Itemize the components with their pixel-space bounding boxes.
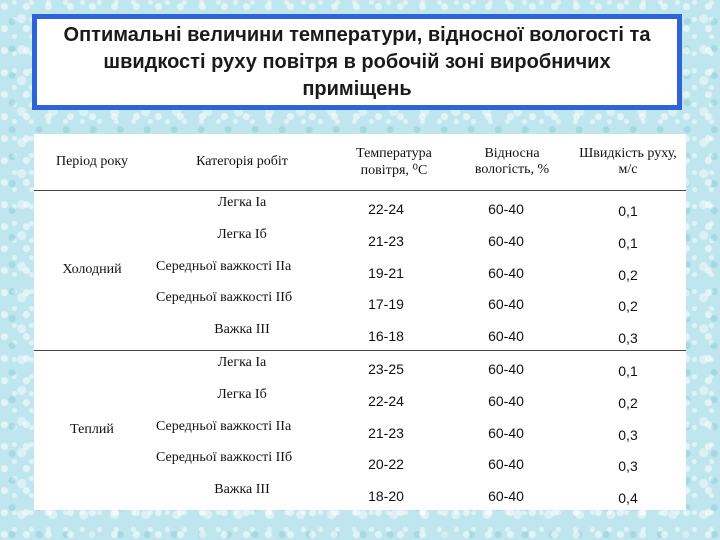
category-cell: Середньої важкості IIб <box>156 290 293 306</box>
category-cell: Середньої важкості IIб <box>156 450 293 466</box>
category-cell: Легка Іа <box>217 195 267 210</box>
temperature-cell: 22-24 <box>368 201 404 217</box>
category-cell: Важка III <box>214 482 270 498</box>
table-header-row <box>34 134 686 191</box>
humidity-cell: 60-40 <box>488 456 524 473</box>
temperature-cell: 21-23 <box>368 232 404 249</box>
header-speed: Швидкість руху, м/с <box>579 146 677 177</box>
microclimate-table <box>34 134 686 510</box>
speed-cell: 0,1 <box>618 234 638 251</box>
temperature-cell: 22-24 <box>368 392 404 409</box>
header-period: Період року <box>55 154 129 169</box>
temperature-cell: 20-22 <box>368 456 404 473</box>
speed-cell: 0,1 <box>618 203 638 219</box>
humidity-cell: 60-40 <box>488 328 524 345</box>
humidity-cell: 60-40 <box>488 201 524 217</box>
category-cell: Середньої важкості IIа <box>156 418 292 434</box>
category-cell: Важка III <box>214 322 270 338</box>
category-cell: Легка Іб <box>217 386 267 402</box>
slide-title: Оптимальні величини температури, відносної вологості та швидкості руху повітря в робочій зоні виробничих приміщень <box>63 23 651 100</box>
header-temperature: Температура повітря, ⁰С <box>356 145 432 178</box>
slide-title-box <box>32 14 682 110</box>
header-category: Категорія робіт <box>196 154 288 169</box>
humidity-cell: 60-40 <box>488 296 524 313</box>
humidity-cell: 60-40 <box>488 360 524 377</box>
humidity-cell: 60-40 <box>488 392 524 409</box>
speed-cell: 0,3 <box>618 426 638 443</box>
microclimate-table-area <box>34 134 686 510</box>
category-cell: Легка Іб <box>217 226 267 242</box>
period-cold: Холодний <box>62 262 122 278</box>
humidity-cell: 60-40 <box>488 264 524 281</box>
temperature-cell: 23-25 <box>368 360 404 377</box>
speed-cell: 0,2 <box>618 298 638 315</box>
humidity-cell: 60-40 <box>488 488 524 505</box>
temperature-cell: 19-21 <box>368 264 404 281</box>
speed-cell: 0,2 <box>618 394 638 411</box>
humidity-cell: 60-40 <box>488 232 524 249</box>
speed-cell: 0,2 <box>618 266 638 283</box>
speed-cell: 0,1 <box>618 362 638 379</box>
speed-cell: 0,4 <box>618 490 638 507</box>
speed-cell: 0,3 <box>618 458 638 475</box>
speed-cell: 0,3 <box>618 330 638 347</box>
humidity-cell: 60-40 <box>488 424 524 441</box>
header-humidity: Відносна вологість, % <box>474 146 550 177</box>
table-row <box>34 191 686 223</box>
table-row <box>34 350 686 382</box>
temperature-cell: 17-19 <box>368 296 404 313</box>
period-warm: Теплий <box>70 422 114 438</box>
temperature-cell: 21-23 <box>368 424 404 441</box>
category-cell: Середньої важкості IIа <box>156 258 292 274</box>
temperature-cell: 18-20 <box>368 488 404 505</box>
temperature-cell: 16-18 <box>368 328 404 345</box>
category-cell: Легка Іа <box>217 354 267 370</box>
